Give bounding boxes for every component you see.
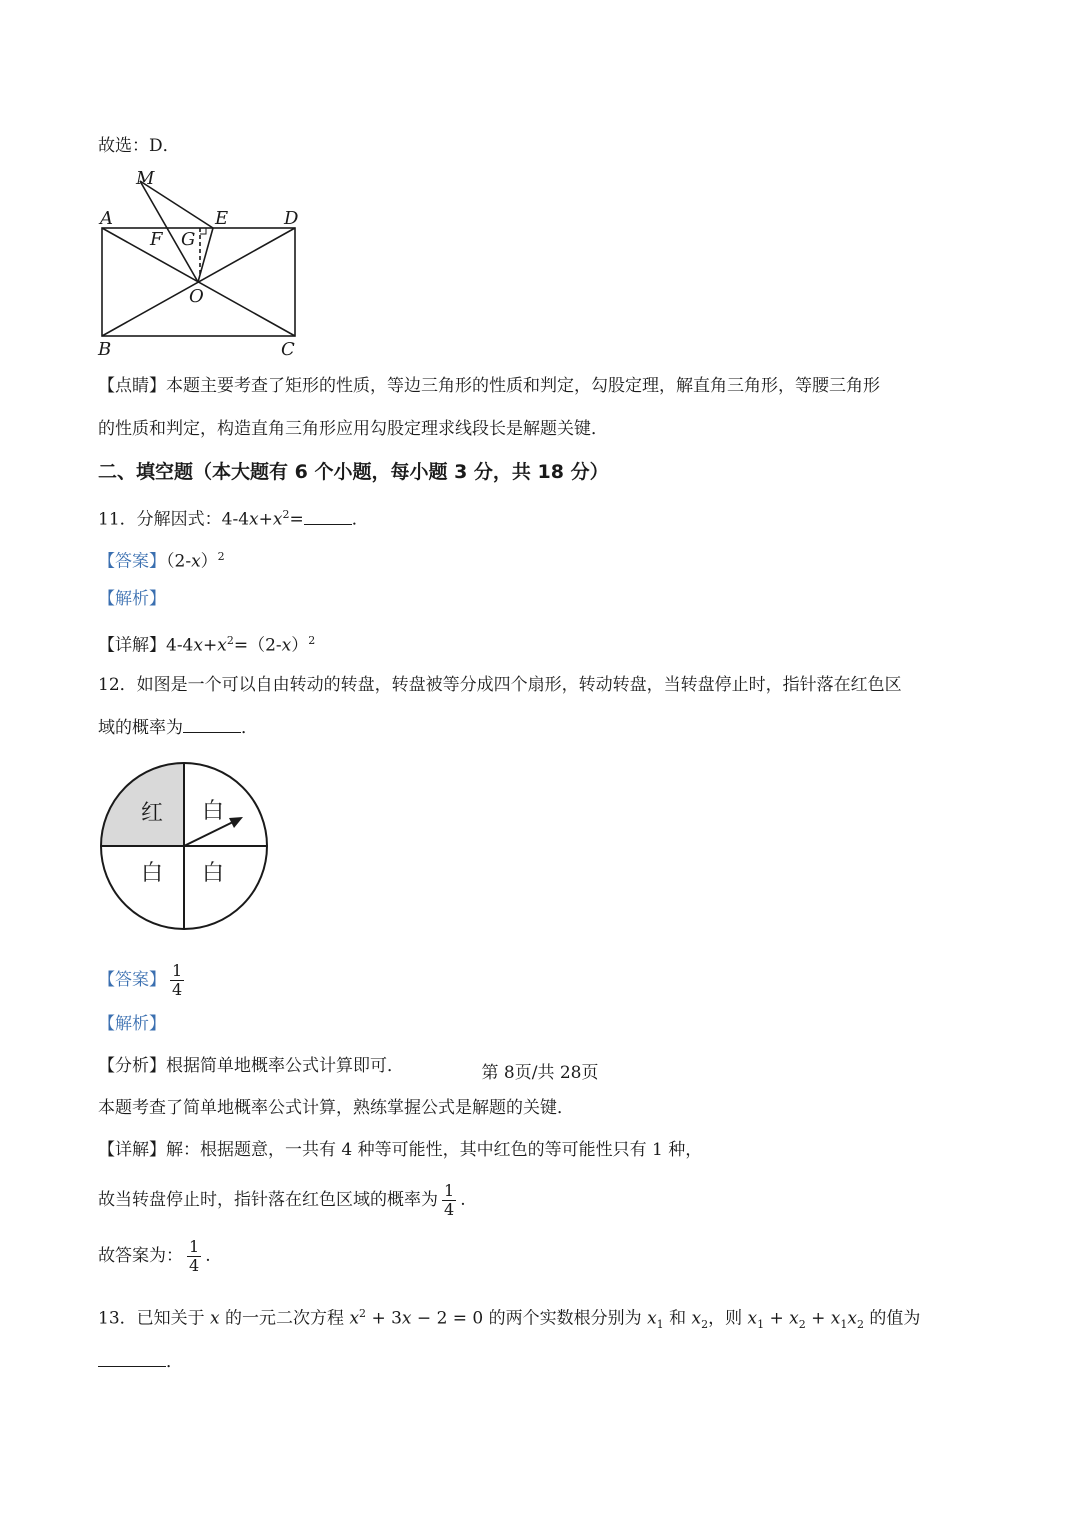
q12-final: 故答案为： $\frac{1}{4}$ .: [98, 1237, 211, 1275]
q12-detail1: 【详解】解：根据题意，一共有 4 种等可能性，其中红色的等可能性只有 1 种，: [98, 1140, 703, 1160]
q13-line1: 13．已知关于 x 的一元二次方程 $x^2 + 3x - 2 = 0$ 的两个实数根分别为 $x_1$ 和 $x_2$，则 $x_1 + x_2 + x_1x_2$ 的值为: [98, 1307, 921, 1332]
label-o: O: [189, 286, 204, 307]
q12-kaocha: 本题考查了简单地概率公式计算，熟练掌握公式是解题的关键．: [98, 1098, 574, 1118]
q13-line2: ．: [98, 1350, 183, 1374]
label-c: C: [281, 339, 295, 360]
section-title: 二、填空题（本大题有 6 个小题，每小题 3 分，共 18 分）: [98, 461, 609, 483]
intro-text: 故选：D．: [98, 136, 180, 156]
fraction: $\frac{1}{4}$: [444, 1181, 455, 1219]
sector-label-tr: 白: [202, 799, 225, 824]
sector-label-br: 白: [202, 861, 225, 886]
label-m: M: [136, 168, 155, 189]
label-g: G: [181, 229, 196, 250]
q11-answer: 【答案】$(2-x)^2$: [98, 550, 225, 572]
q12-fenxi: 【分析】根据简单地概率公式计算即可．: [98, 1056, 404, 1076]
sector-label-bl: 白: [141, 861, 164, 886]
answer-blank: [304, 508, 352, 525]
q11-detail: 【详解】$4-4x+x^2=(2-x)^2$: [98, 634, 316, 656]
dianjing-line2: 的性质和判定，构造直角三角形应用勾股定理求线段长是解题关键．: [98, 419, 608, 439]
q12-line2: 域的概率为 ．: [98, 718, 258, 738]
page-footer: 第 8页/共 28页: [481, 1063, 599, 1083]
label-d: D: [284, 208, 299, 229]
fraction: $\frac{1}{4}$: [172, 961, 183, 999]
dianjing-line1: 【点睛】本题主要考查了矩形的性质，等边三角形的性质和判定，勾股定理，解直角三角形，等腰三角形: [98, 376, 880, 396]
q12-analysis-tag: 【解析】: [98, 1014, 166, 1034]
q11-question: 11．分解因式：$4-4x+x^2=$ ．: [98, 508, 369, 530]
answer-blank: [183, 716, 241, 733]
label-e: E: [215, 208, 229, 229]
fraction: $\frac{1}{4}$: [189, 1237, 200, 1275]
q12-line1: 12．如图是一个可以自由转动的转盘，转盘被等分成四个扇形，转动转盘，当转盘停止时，指针落在红色区: [98, 675, 902, 695]
rectangle-figure: [92, 165, 317, 365]
label-a: A: [100, 208, 113, 229]
q12-answer: 【答案】 $\frac{1}{4}$: [98, 961, 183, 999]
pointer-arrow-shaft: [184, 821, 235, 846]
spinner-figure: [95, 758, 275, 938]
label-b: B: [98, 339, 112, 360]
right-angle-mark: [200, 228, 206, 234]
sector-label-tl: 红: [141, 801, 164, 826]
q12-detail2: 故当转盘停止时，指针落在红色区域的概率为 $\frac{1}{4}$ .: [98, 1181, 466, 1219]
q11-analysis-tag: 【解析】: [98, 589, 166, 609]
answer-blank: [98, 1350, 166, 1367]
label-f: F: [150, 229, 163, 250]
